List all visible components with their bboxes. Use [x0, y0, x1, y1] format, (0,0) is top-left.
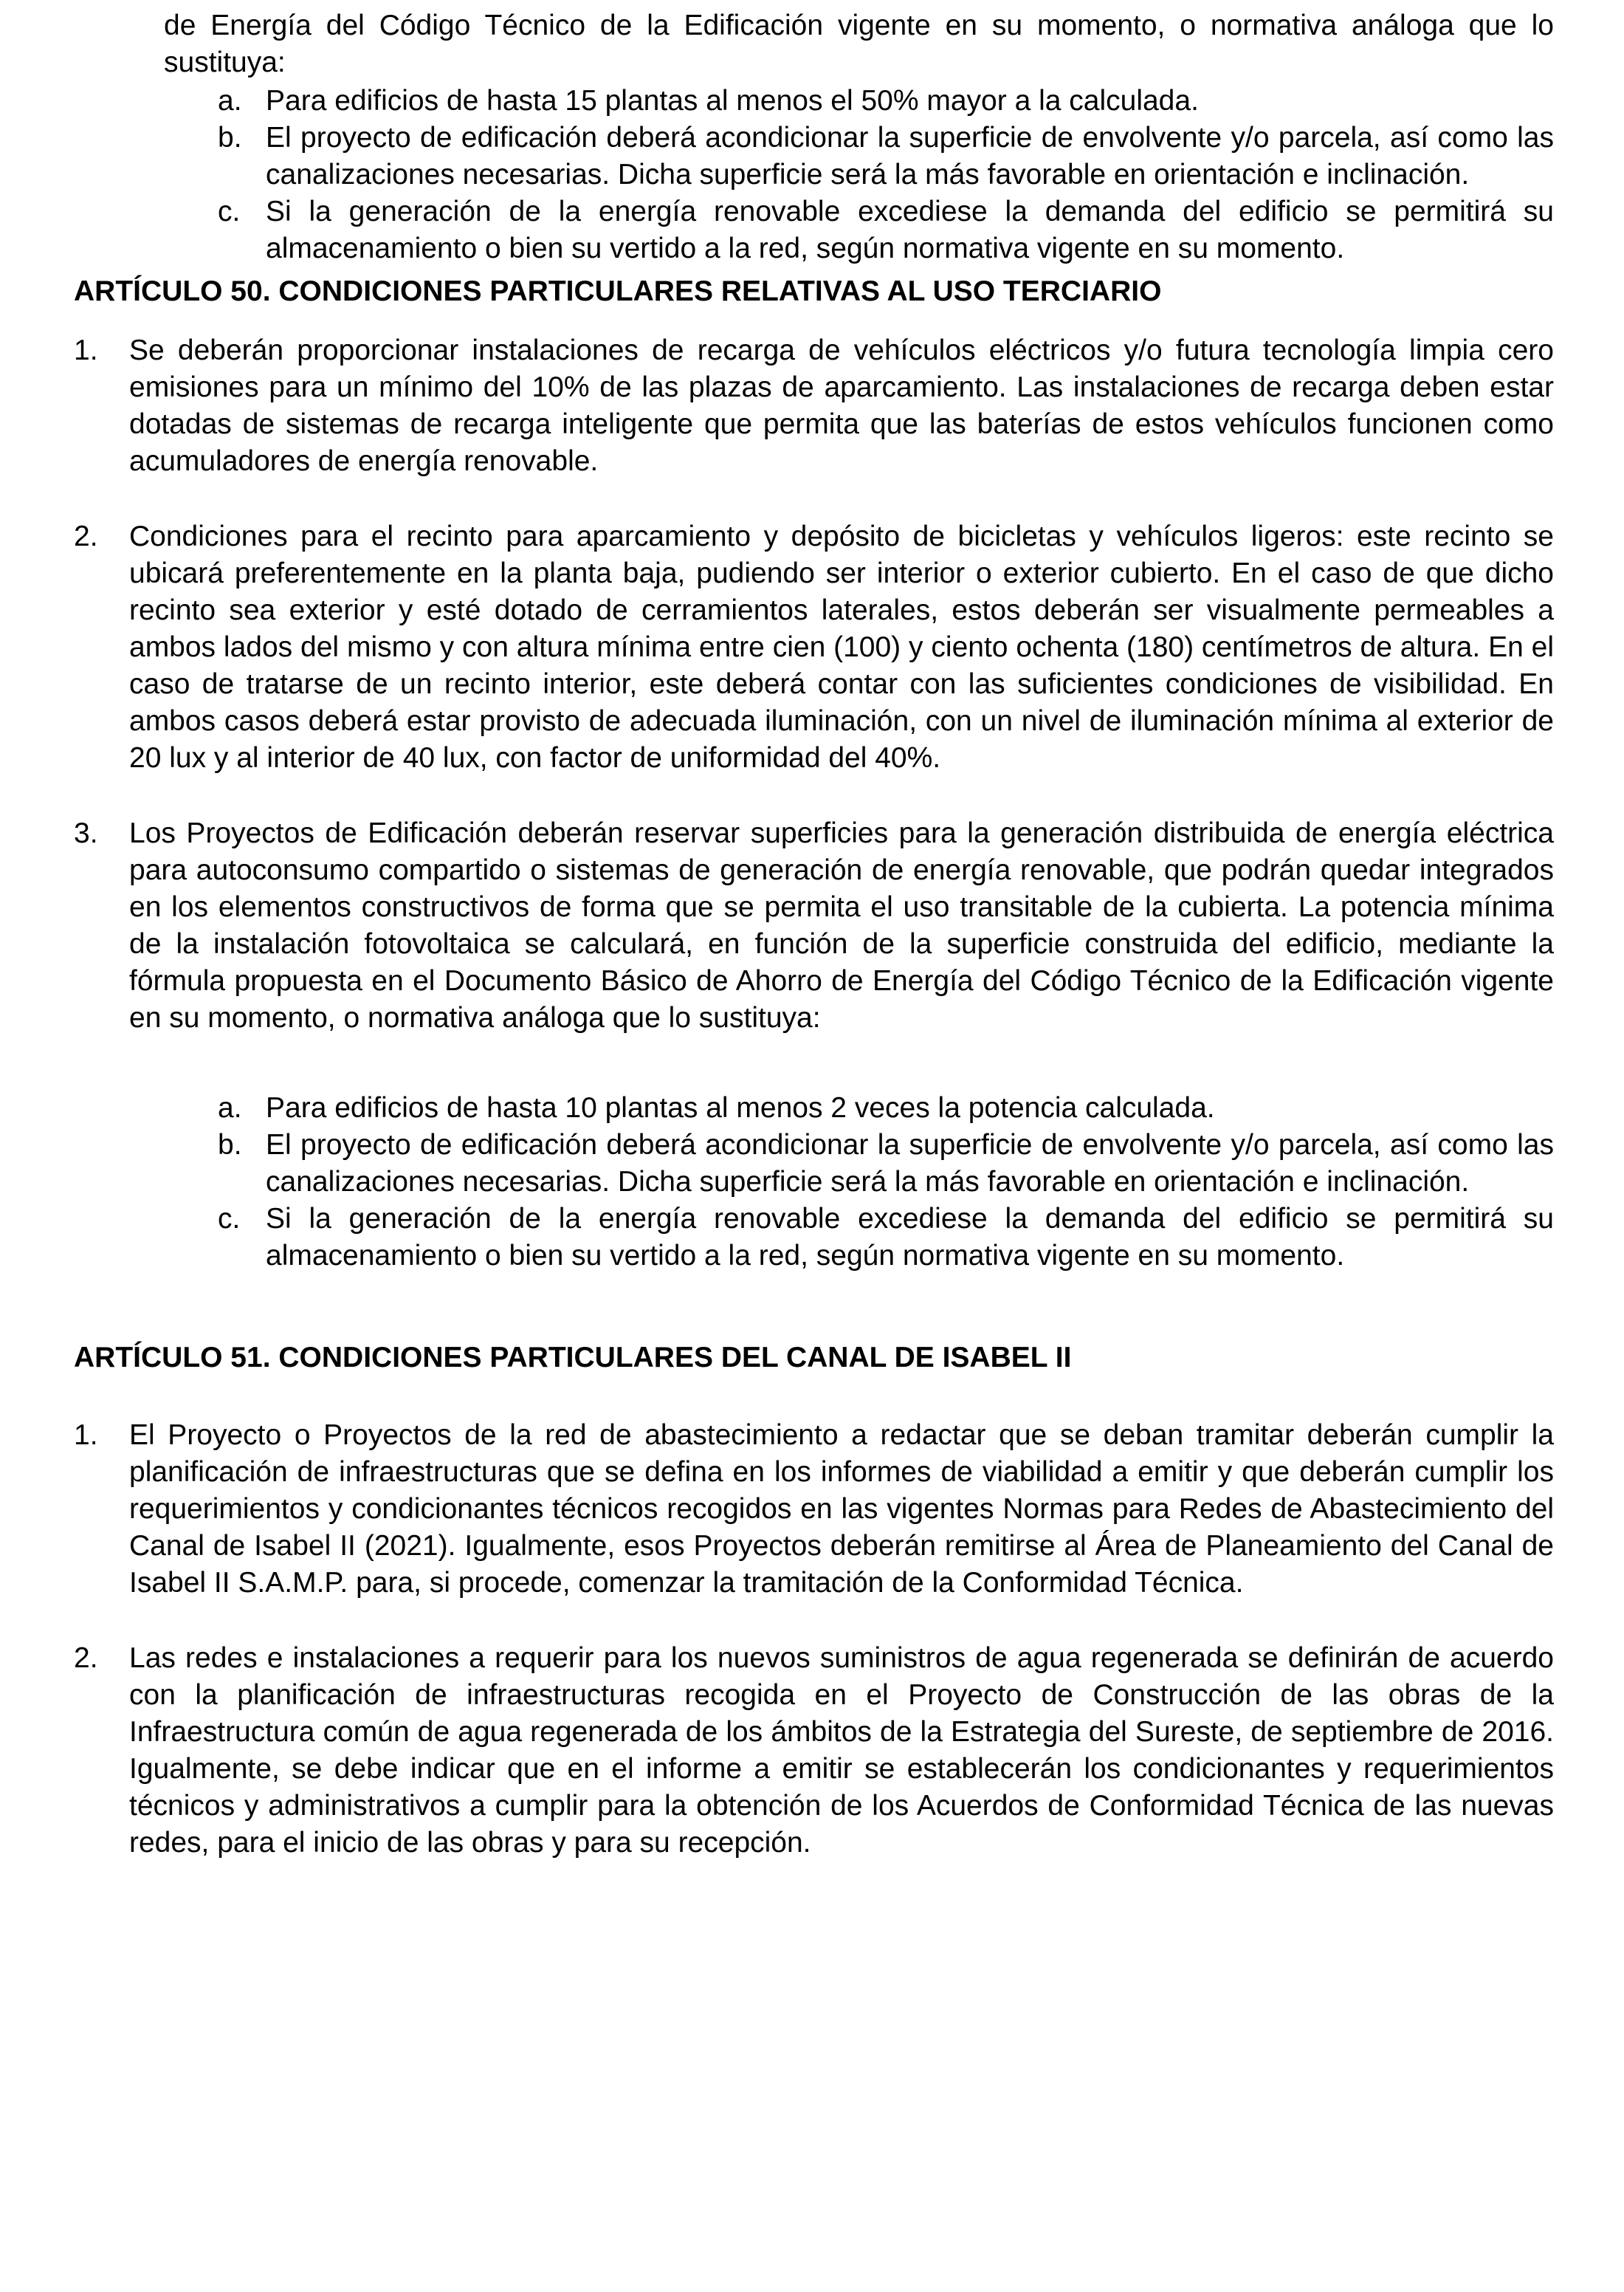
list-item-text: El proyecto de edificación deberá acondicionar la superficie de envolvente y/o parcela, así como las canalizaciones necesarias. Dicha superficie será la más favorable en orientación e inclinación.: [266, 1129, 1554, 1198]
list-marker: 1.: [74, 1419, 98, 1451]
lettered-item: [218, 83, 1554, 120]
numbered-item: [74, 1417, 1554, 1602]
lettered-list-article-50: [218, 1090, 1554, 1274]
list-marker: 2.: [74, 1642, 98, 1674]
list-marker: 1.: [74, 334, 98, 366]
article-51-heading: ARTÍCULO 51. CONDICIONES PARTICULARES DEL CANAL DE ISABEL II: [74, 1342, 1072, 1373]
list-marker: 3.: [74, 817, 98, 849]
numbered-item: [74, 518, 1554, 777]
list-item-text: Para edificios de hasta 10 plantas al menos 2 veces la potencia calculada.: [266, 1092, 1215, 1124]
numbered-item: [74, 815, 1554, 1037]
article-50-heading: ARTÍCULO 50. CONDICIONES PARTICULARES RELATIVAS AL USO TERCIARIO: [74, 275, 1162, 307]
list-item-text: El proyecto de edificación deberá acondicionar la superficie de envolvente y/o parcela, así como las canalizaciones necesarias. Dicha superficie será la más favorable en orientación e inclinación.: [266, 122, 1554, 191]
list-item-text: Para edificios de hasta 15 plantas al menos el 50% mayor a la calculada.: [266, 85, 1199, 117]
list-item-text: Los Proyectos de Edificación deberán reservar superficies para la generación distribuida de energía eléctrica para autoconsumo compartido o sistemas de generación de energía renovable, que podrán quedar integrados en los elementos constructivos de forma que se permita el uso transitable de la cubierta. La potencia mínima de la instalación fotovoltaica se calculará, en función de la superficie construida del edificio, mediante la fórmula propuesta en el Documento Básico de Ahorro de Energía del Código Técnico de la Edificación vigente en su momento, o normativa análoga que lo sustituya:: [129, 817, 1554, 1034]
list-marker: c.: [218, 196, 241, 227]
lettered-item: [218, 1201, 1554, 1274]
lettered-list-top: [218, 83, 1554, 267]
list-marker: b.: [218, 1129, 242, 1161]
list-marker: a.: [218, 85, 242, 117]
article-51-numbered-list: [74, 1417, 1554, 1862]
paragraph-continuation: de Energía del Código Técnico de la Edificación vigente en su momento, o normativa análoga que lo sustituya:: [164, 10, 1554, 78]
list-item-text: Si la generación de la energía renovable excediese la demanda del edificio se permitirá su almacenamiento o bien su vertido a la red, según normativa vigente en su momento.: [266, 1203, 1554, 1272]
lettered-item: [218, 1090, 1554, 1127]
list-item-text: El Proyecto o Proyectos de la red de abastecimiento a redactar que se deban tramitar deberán cumplir la planificación de infraestructuras que se defina en los informes de viabilidad a emitir y que deberán cumplir los requerimientos y condicionantes técnicos recogidos en las vigentes Normas para Redes de Abastecimiento del Canal de Isabel II (2021). Igualmente, esos Proyectos deberán remitirse al Área de Planeamiento del Canal de Isabel II S.A.M.P. para, si procede, comenzar la tramitación de la Conformidad Técnica.: [129, 1419, 1554, 1599]
list-item-text: Si la generación de la energía renovable excediese la demanda del edificio se permitirá su almacenamiento o bien su vertido a la red, según normativa vigente en su momento.: [266, 196, 1554, 264]
lettered-item: [218, 1127, 1554, 1201]
article-50-numbered-list: [74, 332, 1554, 1274]
lettered-item: [218, 120, 1554, 193]
list-item-text: Se deberán proporcionar instalaciones de recarga de vehículos eléctricos y/o futura tecnología limpia cero emisiones para un mínimo del 10% de las plazas de aparcamiento. Las instalaciones de recarga deben estar dotadas de sistemas de recarga inteligente que permita que las baterías de estos vehículos funcionen como acumuladores de energía renovable.: [129, 334, 1554, 477]
list-marker: c.: [218, 1203, 241, 1235]
list-marker: a.: [218, 1092, 242, 1124]
list-marker: 2.: [74, 521, 98, 552]
list-item-text: Condiciones para el recinto para aparcamiento y depósito de bicicletas y vehículos ligeros: este recinto se ubicará preferentemente en la planta baja, pudiendo ser interior o exterior cubierto. En el caso de que dicho recinto sea exterior y esté dotado de cerramientos laterales, estos deberán ser visualmente permeables a ambos lados del mismo y con altura mínima entre cien (100) y ciento ochenta (180) centímetros de altura. En el caso de tratarse de un recinto interior, este deberá contar con las suficientes condiciones de visibilidad. En ambos casos deberá estar provisto de adecuada iluminación, con un nivel de iluminación mínima al exterior de 20 lux y al interior de 40 lux, con factor de uniformidad del 40%.: [129, 521, 1554, 774]
numbered-item: [74, 332, 1554, 480]
lettered-item: [218, 193, 1554, 267]
numbered-item: [74, 1640, 1554, 1862]
list-marker: b.: [218, 122, 242, 154]
list-item-text: Las redes e instalaciones a requerir para los nuevos suministros de agua regenerada se definirán de acuerdo con la planificación de infraestructuras recogida en el Proyecto de Construcción de las obras de la Infraestructura común de agua regenerada de los ámbitos de la Estrategia del Sureste, de septiembre de 2016. Igualmente, se debe indicar que en el informe a emitir se establecerán los condicionantes y requerimientos técnicos y administrativos a cumplir para la obtención de los Acuerdos de Conformidad Técnica de las nuevas redes, para el inicio de las obras y para su recepción.: [129, 1642, 1554, 1859]
